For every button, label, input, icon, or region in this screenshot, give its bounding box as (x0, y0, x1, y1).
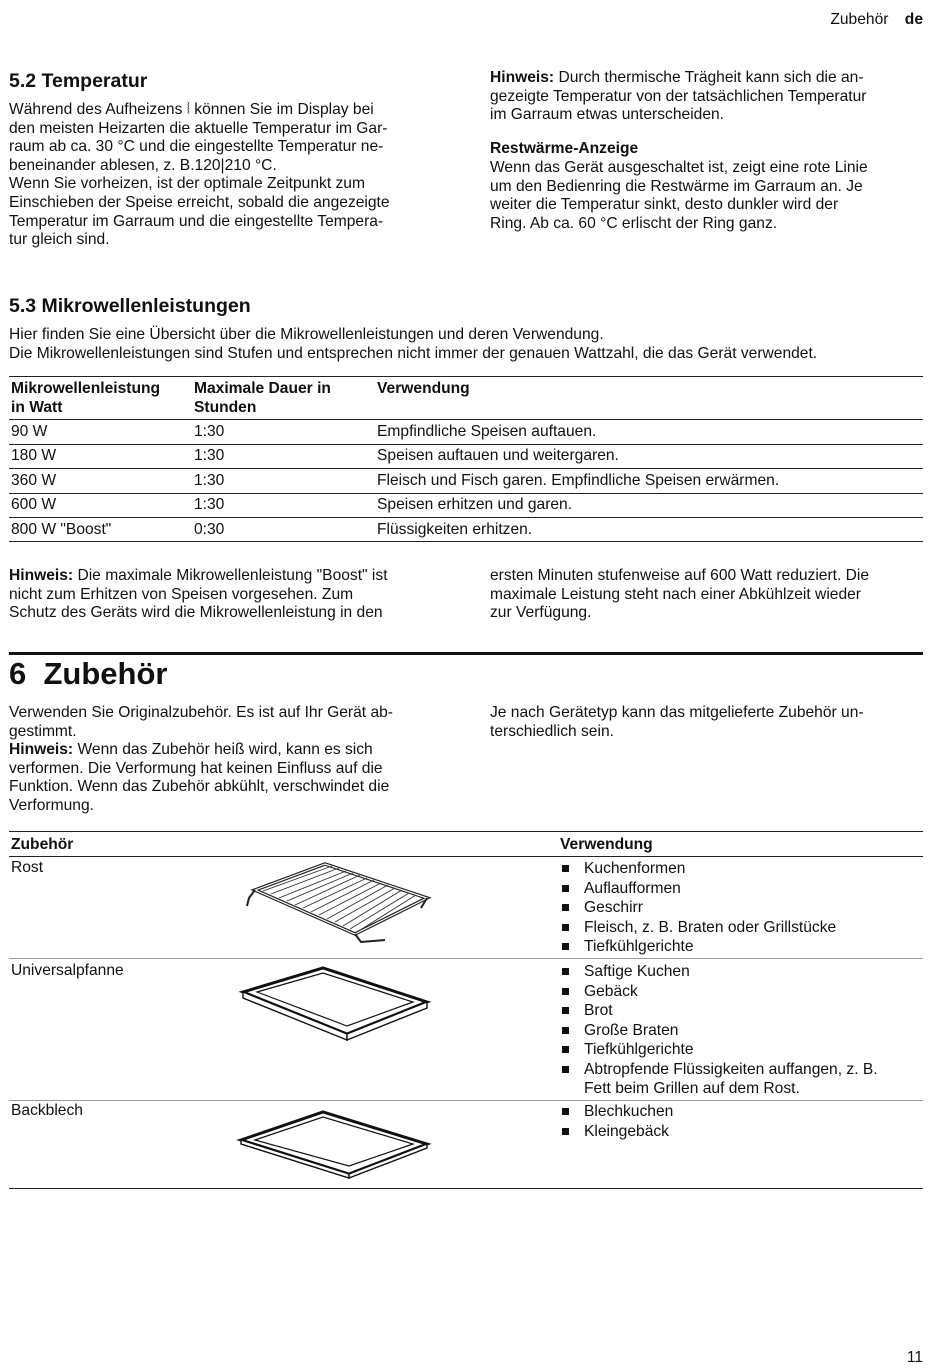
text-line: gestimmt. (9, 722, 77, 740)
list-item: Abtropfende Flüssigkeiten auffangen, z. B. Fett beim Grillen auf dem Rost. (560, 1060, 920, 1099)
table-cell: 360 W (11, 472, 57, 489)
text-line: tur gleich sind. (9, 231, 110, 249)
table-header-accessory: Zubehör (11, 836, 74, 853)
table-rule (9, 1100, 923, 1101)
universal-pan-image (235, 962, 435, 1042)
table-cell: 1:30 (194, 423, 225, 440)
residual-heat-text (490, 159, 930, 233)
table-cell: Speisen erhitzen und garen. (377, 496, 573, 513)
header-section: Zubehör (830, 11, 889, 28)
usage-list (560, 1102, 920, 1141)
text-line: verformen. Die Verformung hat keinen Einfluss auf die (9, 759, 383, 777)
boost-hint-left (9, 567, 449, 623)
table-rule (9, 541, 923, 542)
text-line: ersten Minuten stufenweise auf 600 Watt reduziert. Die (490, 567, 870, 584)
table-rule (9, 419, 923, 420)
table-header (11, 380, 160, 417)
text-line: Wenn Sie vorheizen, ist der optimale Zeitpunkt zum (9, 175, 365, 193)
text-line: Verwenden Sie Originalzubehör. Es ist auf Ihr Gerät ab- (9, 704, 393, 721)
text-line: gezeigte Temperatur von der tatsächlichen Temperatur (490, 87, 867, 105)
text-line: beneinander ablesen, z. B.120|210 °C. (9, 156, 277, 174)
text-line: zur Verfügung. (490, 604, 592, 622)
section-5-2-text (9, 101, 449, 250)
table-rule (9, 1188, 923, 1189)
page-number: 11 (906, 1349, 923, 1366)
baking-tray-image (235, 1104, 435, 1180)
table-cell: 600 W (11, 496, 57, 513)
header-line: Verwendung (377, 380, 470, 397)
text-line: den meisten Heizarten die aktuelle Temperatur im Gar- (9, 119, 388, 137)
oven-rack-image (235, 858, 435, 948)
usage-list (560, 962, 920, 1099)
table-cell: 180 W (11, 447, 57, 464)
text-line: terschiedlich sein. (490, 722, 614, 740)
table-cell: 1:30 (194, 447, 225, 464)
section-5-2-hint (490, 69, 930, 125)
text-line: Wenn das Zubehör heiß wird, kann es sich (73, 741, 373, 759)
header-lang: de (904, 11, 923, 28)
table-rule (9, 958, 923, 959)
table-cell: 1:30 (194, 472, 225, 489)
table-rule (9, 831, 923, 832)
table-rule (9, 493, 923, 494)
text-line: weiter die Temperatur sinkt, desto dunkler wird der (490, 196, 839, 214)
table-header-usage: Verwendung (560, 836, 653, 853)
table-rule (9, 517, 923, 518)
section-5-3-intro (9, 326, 929, 363)
chapter-rule (9, 652, 923, 655)
list-item: Tiefkühlgerichte (560, 1040, 920, 1060)
list-item: Tiefkühlgerichte (560, 937, 920, 957)
section-5-2-title: 5.2 Temperatur (9, 70, 148, 92)
text-line: Während des Aufheizens ⦚ können Sie im Display bei (9, 101, 374, 118)
text-line: Schutz des Geräts wird die Mikrowellenleistung in den (9, 604, 383, 622)
accessory-name: Universalpfanne (11, 962, 124, 979)
table-cell: Empfindliche Speisen auftauen. (377, 423, 597, 440)
list-item: Kuchenformen (560, 859, 920, 879)
header-line: Maximale Dauer in (194, 380, 331, 397)
list-item: Fleisch, z. B. Braten oder Grillstücke (560, 918, 920, 938)
table-rule (9, 376, 923, 377)
table-cell: 800 W "Boost" (11, 521, 112, 538)
table-cell: Fleisch und Fisch garen. Empfindliche Speisen erwärmen. (377, 472, 780, 489)
text-line: Hier finden Sie eine Übersicht über die Mikrowellenleistungen und deren Verwendung. (9, 326, 604, 343)
text-line: Die maximale Mikrowellenleistung "Boost" ist (73, 567, 388, 584)
accessory-name: Rost (11, 859, 44, 876)
text-line: Durch thermische Trägheit kann sich die an- (554, 69, 864, 86)
list-item: Brot (560, 1001, 920, 1021)
text-line: maximale Leistung steht nach einer Abkühlzeit wieder (490, 585, 861, 603)
chapter-6-title: 6 Zubehör (9, 656, 168, 691)
header-line: in Watt (11, 398, 63, 416)
table-rule (9, 468, 923, 469)
table-cell: Speisen auftauen und weitergaren. (377, 447, 619, 464)
list-item: Saftige Kuchen (560, 962, 920, 982)
text-line: Wenn das Gerät ausgeschaltet ist, zeigt eine rote Linie (490, 159, 868, 176)
text-line: Verformung. (9, 796, 94, 814)
table-header (194, 380, 331, 417)
accessory-name: Backblech (11, 1102, 83, 1119)
text-line: raum ab ca. 30 °C und die eingestellte Temperatur ne- (9, 138, 384, 156)
text-line: Die Mikrowellenleistungen sind Stufen und entsprechen nicht immer der genauen Wattzahl, die das Gerät verwendet. (9, 344, 818, 362)
list-item: Geschirr (560, 898, 920, 918)
chapter-6-right (490, 704, 930, 741)
list-item: Gebäck (560, 982, 920, 1002)
running-header (830, 11, 923, 29)
table-cell: 0:30 (194, 521, 225, 538)
text-line: Funktion. Wenn das Zubehör abkühlt, verschwindet die (9, 778, 390, 796)
section-5-3-title: 5.3 Mikrowellenleistungen (9, 295, 251, 317)
header-line: Stunden (194, 398, 257, 416)
text-line: im Garraum etwas unterscheiden. (490, 106, 725, 124)
list-item: Kleingebäck (560, 1122, 920, 1142)
text-line: Ring. Ab ca. 60 °C erlischt der Ring ganz. (490, 214, 778, 232)
usage-list (560, 859, 920, 957)
list-item: Blechkuchen (560, 1102, 920, 1122)
list-item: Große Braten (560, 1021, 920, 1041)
table-cell: 90 W (11, 423, 48, 440)
table-cell: 1:30 (194, 496, 225, 513)
hint-label: Hinweis: (9, 741, 74, 759)
table-header (377, 380, 470, 399)
text-line: Je nach Gerätetyp kann das mitgelieferte Zubehör un- (490, 704, 864, 721)
list-item: Auflaufformen (560, 879, 920, 899)
header-line: Mikrowellenleistung (11, 380, 161, 397)
text-line: um den Bedienring die Restwärme im Garraum an. Je (490, 177, 863, 195)
boost-hint-right (490, 567, 930, 623)
table-rule (9, 856, 923, 857)
hint-label: Hinweis: (490, 69, 555, 86)
table-cell: Flüssigkeiten erhitzen. (377, 521, 533, 538)
residual-heat-title: Restwärme-Anzeige (490, 140, 639, 157)
text-line: nicht zum Erhitzen von Speisen vorgesehen. Zum (9, 585, 354, 603)
hint-label: Hinweis: (9, 567, 74, 584)
table-rule (9, 444, 923, 445)
text-line: Temperatur im Garraum und die eingestellte Tempera- (9, 212, 384, 230)
text-line: Einschieben der Speise erreicht, sobald die angezeigte (9, 193, 390, 211)
chapter-6-left (9, 704, 449, 816)
